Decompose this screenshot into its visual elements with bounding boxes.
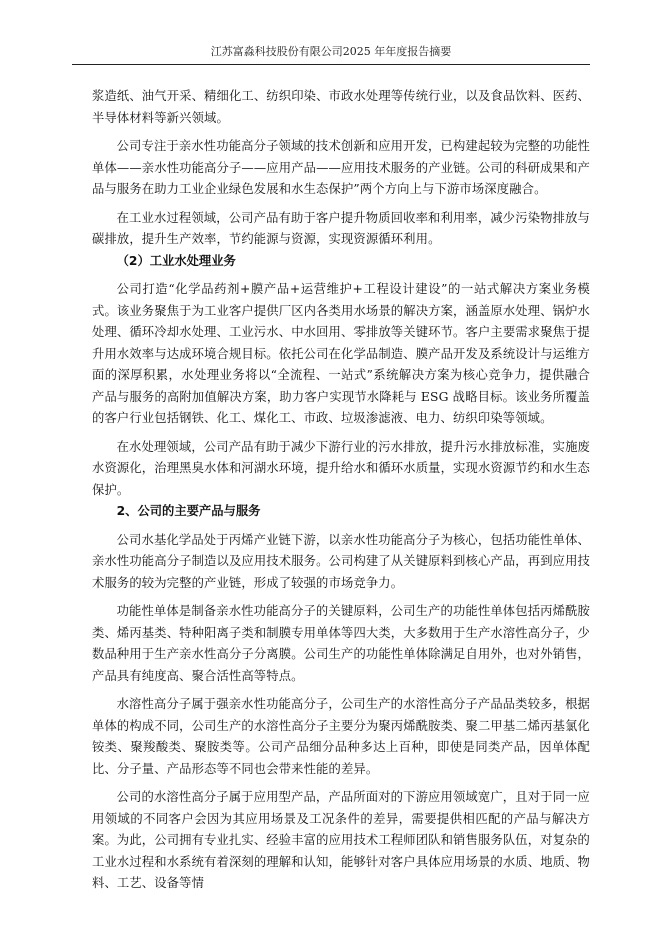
paragraph-one-stop-solution: 公司打造“化学品药剂+膜产品+运营维护+工程设计建设”的一站式解决方案业务模式。该业务聚焦于为工业客户提供厂区内各类用水场景的解决方案，涵盖原水处理、锅炉水处理、循环冷却水处理、工业污水、中水回用、零排放等关键环节。客户主要需求聚焦于提升用水效率与达成环境合规目标。依托公司在化学品制造、膜产品开发及系统设计与运维方面的深厚积累，水处理业务将以“全流程、一站式”系统解决方案为核心竞争力，提供融合产品与服务的高附加值解决方案，助力客户实现节水降耗与 ESG 战略目标。该业务所覆盖的客户行业包括钢铁、化工、煤化工、市政、垃圾渗滤液、电力、纺织印染等领域。	[92, 282, 590, 425]
paragraph-industrial-water-process: 在工业水过程领域，公司产品有助于客户提升物质回收率和利用率，减少污染物排放与碳排放，提升生产效率，节约能源与资源，实现资源循环利用。	[92, 210, 590, 246]
header-title: 江苏富淼科技股份有限公司2025 年年度报告摘要	[210, 45, 452, 58]
paragraph-industry-chain: 公司水基化学品处于丙烯产业链下游，以亲水性功能高分子为核心，包括功能性单体、亲水性功能高分子制造以及应用技术服务。公司构建了从关键原料到核心产品，再到应用技术服务的较为完整的产业链，形成了较强的市场竞争力。	[92, 532, 590, 590]
paragraph-application-products: 公司的水溶性高分子属于应用型产品，产品所面对的下游应用领域宽广，且对于同一应用领域的不同客户会因为其应用场景及工况条件的差异，需要提供相匹配的产品与解决方案。为此，公司拥有专业扎实、经验丰富的应用技术工程师团队和销售服务队伍，对复杂的工业水过程和水系统有着深刻的理解和认知，能够针对客户具体应用场景的水质、地质、物料、工艺、设备等情	[92, 790, 590, 890]
page-header	[72, 42, 590, 65]
paragraph-continued: 浆造纸、油气开采、精细化工、纺织印染、市政水处理等传统行业，以及食品饮料、医药、半导体材料等新兴领域。	[92, 89, 590, 125]
document-body	[92, 86, 590, 895]
paragraph-functional-monomers: 功能性单体是制备亲水性功能高分子的关键原料，公司生产的功能性单体包括丙烯酰胺类、烯丙基类、特种阳离子类和制膜专用单体等四大类，大多数用于生产水溶性高分子，少数品种用于生产亲水性高分子分离膜。公司生产的功能性单体除满足自用外，也对外销售，产品具有纯度高、聚合活性高等特点。	[92, 604, 590, 683]
paragraph-company-focus: 公司专注于亲水性功能高分子领域的技术创新和应用开发，已构建起较为完整的功能性单体——亲水性功能高分子——应用产品——应用技术服务的产业链。公司的科研成果和产品与服务在助力工业企业绿色发展和水生态保护”两个方向上与下游市场深度融合。	[92, 139, 590, 196]
section-heading-main-products: 2、公司的主要产品与服务	[116, 504, 261, 518]
paragraph-water-soluble-polymers: 水溶性高分子属于强亲水性功能高分子，公司生产的水溶性高分子产品品类较多，根据单体的构成不同，公司生产的水溶性高分子主要分为聚丙烯酰胺类、聚二甲基二烯丙基氯化铵类、聚羧酸类、聚胺类等。公司产品细分品种多达上百种，即使是同类产品，因单体配比、分子量、产品形态等不同也会带来性能的差异。	[92, 697, 590, 776]
section-heading-water-treatment: （2）工业水处理业务	[116, 253, 236, 268]
paragraph-water-treatment-field: 在水处理领域，公司产品有助于减少下游行业的污水排放，提升污水排放标准，实施废水资源化，治理黑臭水体和河湖水环境，提升给水和循环水质量，实现水资源节约和水生态保护。	[92, 439, 590, 497]
